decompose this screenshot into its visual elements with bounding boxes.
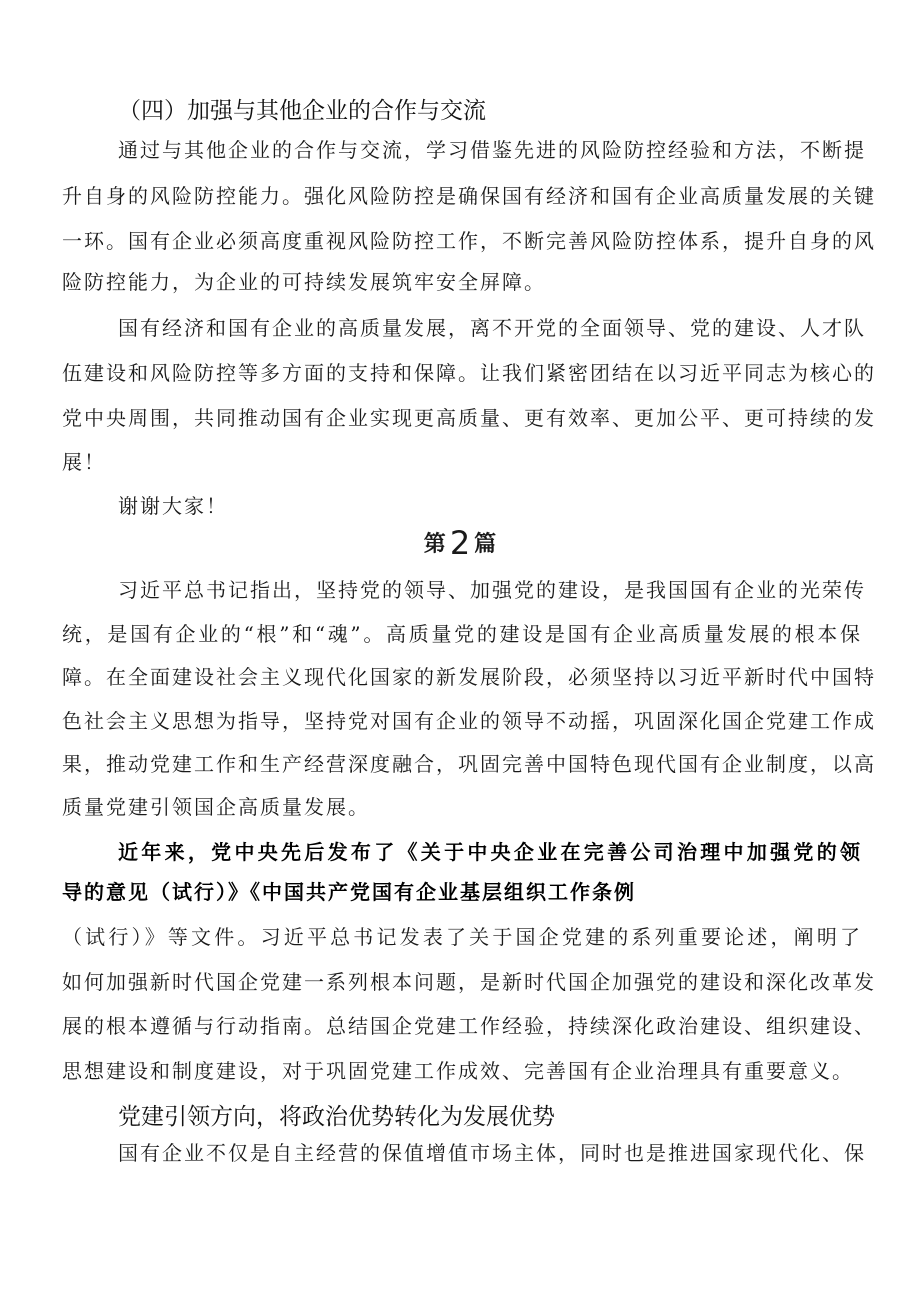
paragraph-line: 障。在全面建设社会主义现代化国家的新发展阶段，必须坚持以习近平新时代中国特	[62, 665, 876, 689]
paragraph-line: 质量党建引领国企高质量发展。	[62, 795, 370, 819]
paragraph-line: 通过与其他企业的合作与交流，学习借鉴先进的风险防控经验和方法，不断提	[118, 138, 866, 162]
chapter-suffix: 篇	[474, 532, 497, 557]
chapter-title	[0, 524, 920, 562]
paragraph-line: （试行）》等文件。习近平总书记发表了关于国企党建的系列重要论述，阐明了	[62, 925, 862, 949]
paragraph-line: 色社会主义思想为指导，坚持党对国有企业的领导不动摇，巩固深化国企党建工作成	[62, 709, 876, 733]
paragraph-line: 如何加强新时代国企党建一系列根本问题，是新时代国企加强党的建设和深化改革发	[62, 970, 876, 994]
chapter-number: 2	[449, 524, 471, 562]
paragraph-line: 一环。国有企业必须高度重视风险防控工作，不断完善风险防控体系，提升自身的风	[62, 229, 876, 253]
paragraph-line: 习近平总书记指出，坚持党的领导、加强党的建设，是我国国有企业的光荣传	[118, 578, 866, 602]
section-heading: 党建引领方向，将政治优势转化为发展优势	[118, 1104, 555, 1130]
paragraph-line: 果，推动党建工作和生产经营深度融合，巩固完善中国特色现代国有企业制度，以高	[62, 752, 876, 776]
paragraph-line: 升自身的风险防控能力。强化风险防控是确保国有经济和国有企业高质量发展的关键	[62, 184, 876, 208]
paragraph-line: 统，是国有企业的“根”和“魂”。高质量党的建设是国有企业高质量发展的根本保	[62, 622, 862, 646]
chapter-prefix: 第	[423, 532, 446, 557]
paragraph-line: 展的根本遵循与行动指南。总结国企党建工作经验，持续深化政治建设、组织建设、	[62, 1014, 876, 1038]
section-heading: （四）加强与其他企业的合作与交流	[118, 98, 486, 124]
paragraph-line: 国有企业不仅是自主经营的保值增值市场主体，同时也是推进国家现代化、保	[118, 1141, 866, 1165]
paragraph-line: 国有经济和国有企业的高质量发展，离不开党的全面领导、党的建设、人才队	[118, 316, 866, 340]
paragraph-line: 导的意见（试行）》《中国共产党国有企业基层组织工作条例	[62, 880, 636, 904]
paragraph-line: 党中央周围，共同推动国有企业实现更高质量、更有效率、更加公平、更可持续的发	[62, 406, 876, 430]
thanks-line: 谢谢大家！	[118, 494, 228, 518]
paragraph-line: 近年来，党中央先后发布了《关于中央企业在完善公司治理中加强党的领	[118, 840, 862, 864]
paragraph-line: 险防控能力，为企业的可持续发展筑牢安全屏障。	[62, 270, 546, 294]
paragraph-line: 伍建设和风险防控等多方面的支持和保障。让我们紧密团结在以习近平同志为核心的	[62, 361, 876, 385]
paragraph-line: 展！	[62, 450, 106, 474]
paragraph-line: 思想建设和制度建设，对于巩固党建工作成效、完善国有企业治理具有重要意义。	[62, 1059, 854, 1083]
